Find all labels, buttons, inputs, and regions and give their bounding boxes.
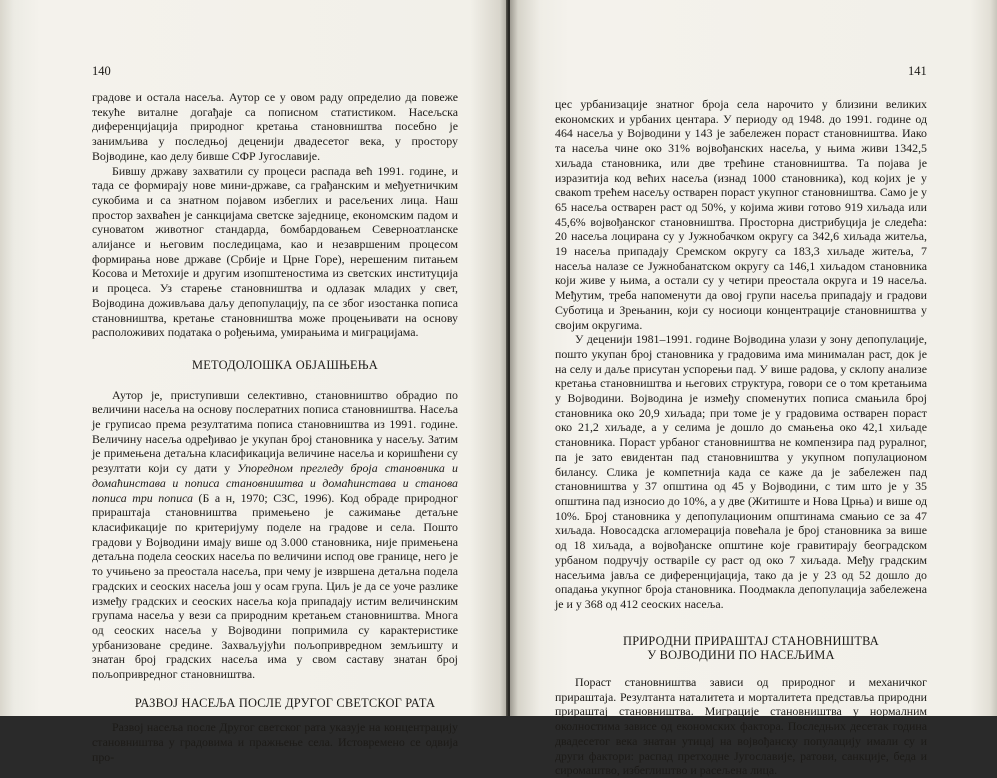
right-page [510,0,997,778]
section-heading: РАЗВОЈ НАСЕЉА ПОСЛЕ ДРУГОГ СВЕТСКОГ РАТА [134,695,436,710]
page-number: 140 [92,64,111,78]
paragraph: Аутор је, приступивши селективно, становништво обрадио по величини насеља на основу послератних пописа становништва. Насеља је груписао према резултатима пописа становништва из 1991. године. Величину насеља одређивао је укупан број становника у насељу. Затим је примењена детаљна класификација величине насеља и коришћени су резултати који су дати у Упоредном прегледу броја становника и домаћинстава и пописа становништва и домаћинстава и станова пописа три пописа (Б а н, 1970; СЗС, 1996). Код обраде природног прираштаја становништва примењено је сажимање детаљне класификације по критеријуму поделе на градове и села. Пошто градови у Војводини имају више од 3.000 становника, није примењена детаљна подела сеоских насеља по величини испод ове границе, него је то учињено за преостала насеља, при чему је извршена детаљна подела градских и сеоских насеља још у осам група. Циљ је да се уоче разлике између градских и сеоских насеља која припадају истим величинским групама насеља у вези са природним кретањем становништва. Многа од сеоских насеља у Војводини попримила су карактеристике урбанизоване средине. Захваљујући пољопривредном земљишту и знатан број градских насеља има у свом саставу знатан број пољопривредног становништва. [92,387,459,682]
right-page-body [555,97,927,778]
left-page-body [92,90,458,765]
paragraph: Бившу државу захватили су процеси распада већ 1991. године, и тада се формирају нове мини-државе, са грађанским и међуетничким сукобима и са знатном појавом избеглих и расељених лица. Наш простор захваћен је санкцијама светске заједнице, економским падом и суноватом животног стандарда, бомбардовањем Северноатланске алијансе и његовим последицама, као и незавршеним процесом формирања нове државе (Србије и Црне Горе), нерешеним питањем Косова и Метохије и другим изопштеностима из светских институција и процеса. Уз старење становништва и одлазак младих у свет, Војводина доживљава даљу депопулацију, па се због изостанка пописа становништва, кретање становништва може процењивати на основу расположивих података о рођењима, умирањима и миграцијама. [92,163,458,340]
section-heading: МЕТОДОЛОШКА ОБЈАШЊЕЊА [192,357,378,372]
paragraph: У деценији 1981–1991. године Војводина улази у зону депопулације, пошто укупан број становника у градовима има минималан раст, док је на селу и даље присутан успорењи пад. У више радова, у склопу анализе кретања становништва и његових структура, говори се о том кретањима у Војводини. Војводина је између споменутих пописа смањила број становника око 20,9 хиљада; при томе је у градовима остварен пораст око 21,2 хиљаде, а у селима је дошло до смањења око 42,1 хиљаде становника. Пораст урбаног становништва не компензира пад руралног, па је зато евидентан пад становништва у укупном популационом билансу. Слика је компетнија када се каже да је забележен пад становништва у 37 општина од 45 у Војводини, с тим што је у 35 општина пад износио до 10%, а у две (Житиште и Нова Црња) и више од 10%. Број становника у депопулационим општинама смањио се за 47 хиљада. Новосадска агломерација повећала је број становника за више од 18 хиљада, а војвођанске општине које гравитирају београдском урбаном подручју остварile су раст од око 7 хиљада. Међу градским насељима јавља се диференцијација, тако да је у 23 од 52 дошло до опадања укупног броја становника. Поодмакла депопулација забележена је и у 368 од 412 сеоских насеља. [555,332,927,611]
paragraph: Развој насеља после Другог светског рата указује на концентрацију становништва у градовима и пражњење села. Истовремено се одвија про- [92,720,458,764]
paragraph: градове и остала насеља. Аутор се у овом раду определио да повеже текуће виталне догађаје са пописном статистиком. Насељска диференцијација природног кретања становништва посебно је занимљива у последњој деценији двадесетог века, у простору Војводине, као делу бивше СФР Југославије. [92,90,458,163]
paragraph: цес урбанизације знатног броја села нарочито у близини великих економских и урбаних центара. У периоду од 1948. до 1991. године од 464 насеља у Војводини у 143 је забележен пораст становништва. Иако та насеља чине око 31% војвођанских насеља, у њима живи 1342,5 хиљада становника, или две трећине становништва. Та појава је изразитија код већих насеља (изнад 1000 становника), код којих је у свакоm трећем насељу остварен пораст укупног становништва. Само је у 65 насеља остварен раст од 50%, у којима живи готово 919 хиљада или 45,6% војвођанског становништва. Просторна дистрибуција је следећа: 20 насеља лоцирана су у Јужнобачком округу са 342,6 хиљада житеља, 19 насеља припадају Сремском округу са 183,3 хиљаде житеља, 7 насеља налазе се Јужнобанатском округу са 146,1 хиљадом становника који живе у њима, а остали су у четири преостала округа и 19 насеља. Међутим, треба напоменути да овој групи насеља припадају и градови Суботица и Зрењанин, који су носиоци концентрације становништва у својим округима. [555,97,927,332]
section-heading: ПРИРОДНИ ПРИРАШТАЈ СТАНОВНИШТВА У ВОЈВОДИНИ ПО НАСЕЉИМА [623,633,879,663]
paragraph: Пораст становништва зависи од природног и механичког прираштаја. Резултанта наталитета и морталитета представља природни прираштај становништва. Миграције становништва у нормалним околностима зависе од економских фактора. Последњих десетак година двадесетог века знатан утицај на војвођанску популацију имали су и други фактори: распад претходне Југославије, ратови, санкције, беда и сиромаштво, избеглиштво и расељена лица. [555,675,927,778]
page-number: 141 [908,64,927,78]
italic-citation: Упоредном прегледу броја становника и домаћинстава и пописа становништва и домаћинстава и станова пописа три пописа [92,461,459,505]
